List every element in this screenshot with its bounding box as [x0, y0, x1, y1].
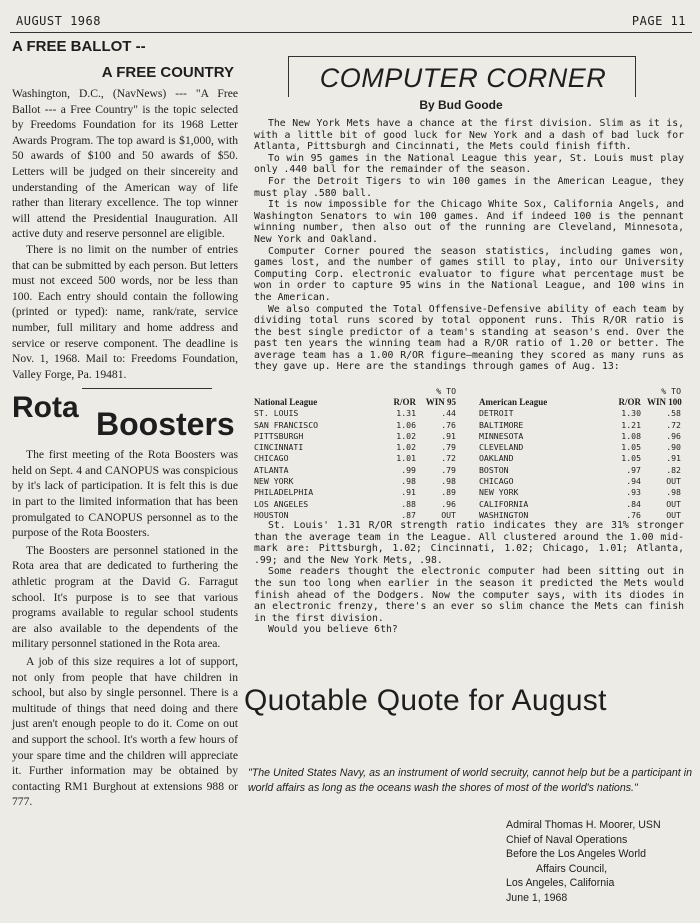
cc-paragraph: Some readers thought the electronic computer had been sitting out in the sun too long when earlier in the season it predicted the Mets would finish ahead of the Dodgers. Now the computer says, with its diodes in an electronic frenzy, there's an ever so slim chance the Mets can finish in the first division. — [254, 566, 684, 624]
ror-value: 1.21 — [621, 419, 641, 430]
national-league-standings — [254, 386, 464, 521]
pct-to-win-value: .98 — [666, 487, 681, 498]
ror-value: 1.06 — [396, 419, 416, 430]
pct-to-win-value: .91 — [441, 430, 456, 441]
quotable-quote-title: Quotable Quote for August — [244, 684, 607, 717]
team-name: NEW YORK — [479, 487, 519, 498]
team-name: HOUSTON — [254, 509, 289, 520]
cc-paragraph: Computer Corner poured the season statistics, including games won, games lost, and the number of games still to play, into our University Computing Corp. electronic evaluator to figure what percentage must be won in order to capture 95 wins in the National League, and 100 wins in the American. — [254, 245, 684, 303]
cc-paragraph: For the Detroit Tigers to win 100 games in the American League, they must play .580 ball. — [254, 175, 684, 199]
pct-to-label: % TO — [436, 386, 456, 396]
table-row — [254, 442, 464, 453]
attribution-line: Affairs Council, — [536, 862, 608, 875]
column-header: R/OR — [393, 397, 416, 407]
team-name: ATLANTA — [254, 464, 289, 475]
table-row — [254, 499, 464, 510]
ror-value: 1.05 — [621, 442, 641, 453]
cc-paragraph: We also computed the Total Offensive-Defensive ability of each team by dividing total runs scored by total opponent runs. This R/OR ratio is the best single predictor of a team's standing at season's end. Over the past ten years the winning team had a R/OR ratio of 1.20 or better. The average team has a 1.00 R/OR figure—meaning they scored as many runs as they gave up. Here are the standings through games of Aug. 13: — [254, 303, 684, 373]
pct-to-win-value: .96 — [666, 430, 681, 441]
pct-to-win-value: .98 — [441, 476, 456, 487]
page-number: PAGE 11 — [631, 14, 686, 28]
team-name: CALIFORNIA — [479, 498, 529, 509]
rota-paragraph: The Boosters are personnel stationed in the Rota area that are dedicated to furthering the athletic program at the David G. Farragut school. It's purpose is to see that various programs available to regular school students are also available to the dependents of the military personnel stationed in the Rota area. — [12, 543, 238, 651]
column-header: American League — [479, 397, 548, 407]
team-name: SAN FRANCISCO — [254, 419, 319, 430]
pct-to-win-value: OUT — [441, 509, 456, 520]
ror-value: 1.02 — [396, 442, 416, 453]
team-name: OAKLAND — [479, 453, 514, 464]
issue-date: AUGUST 1968 — [16, 14, 101, 28]
pct-to-win-value: OUT — [666, 509, 681, 520]
team-name: DETROIT — [479, 408, 514, 419]
computer-corner-body — [254, 118, 684, 373]
pct-to-win-value: .96 — [441, 498, 456, 509]
ror-value: .97 — [626, 464, 641, 475]
free-ballot-article — [12, 34, 238, 389]
table-row — [254, 465, 464, 476]
attribution-line: Chief of Naval Operations — [506, 833, 628, 846]
rota-boosters-article — [12, 391, 238, 810]
team-name: MINNESOTA — [479, 430, 524, 441]
ror-value: .76 — [626, 509, 641, 520]
ror-value: .93 — [626, 487, 641, 498]
ror-value: .91 — [401, 487, 416, 498]
team-name: BALTIMORE — [479, 419, 524, 430]
team-name: CINCINNATI — [254, 442, 304, 453]
ror-value: .84 — [626, 498, 641, 509]
table-row — [254, 420, 464, 431]
team-name: BOSTON — [479, 464, 509, 475]
team-name: PHILADELPHIA — [254, 487, 314, 498]
ror-value: .94 — [626, 476, 641, 487]
cc-paragraph: St. Louis' 1.31 R/OR strength ratio indicates they are 31% stronger than the average team in the League. All clustered around the 1.00 mid-mark are: Pittsburgh, 1.02; Cincinnati, 1.02; Chicago, 1.01; Atlanta, .99; and the New York Mets, .98. — [254, 520, 684, 566]
cc-paragraph: Would you believe 6th? — [268, 624, 398, 636]
team-name: ST. LOUIS — [254, 408, 299, 419]
team-name: CLEVELAND — [479, 442, 524, 453]
pct-to-win-value: .91 — [666, 453, 681, 464]
quote-text: "The United States Navy, as an instrument of world secruity, cannot help but be a participant in world affairs as long as the oceans wash the shores of most of the world's nations." — [248, 767, 692, 794]
attribution-line: June 1, 1968 — [506, 891, 568, 904]
pct-to-win-value: .79 — [441, 464, 456, 475]
free-ballot-title-line-2: A FREE COUNTRY — [101, 64, 234, 81]
ror-value: 1.01 — [396, 453, 416, 464]
table-row — [479, 431, 689, 442]
cc-paragraph: The New York Mets have a chance at the first division. Slim as it is, with a little bit of good luck for New York and a dash of bad luck for Atlanta, Pittsburgh and Cincinnati, the Mets could finish fifth. — [254, 118, 684, 153]
quote-attribution — [506, 818, 696, 906]
pct-to-win-value: OUT — [666, 498, 681, 509]
table-row — [479, 408, 689, 419]
attribution-line: Los Angeles, California — [506, 877, 615, 890]
left-column — [12, 34, 238, 810]
ror-value: .87 — [401, 509, 416, 520]
ror-value: 1.30 — [621, 408, 641, 419]
pct-to-win-value: .72 — [666, 419, 681, 430]
table-header-row — [479, 397, 689, 408]
team-name: WASHINGTON — [479, 509, 529, 520]
column-header: WIN 100 — [647, 397, 682, 407]
pct-to-win-value: OUT — [666, 476, 681, 487]
pct-to-win-value: .76 — [441, 419, 456, 430]
ror-value: 1.31 — [396, 408, 416, 419]
national-league-rows — [254, 408, 464, 521]
table-row — [479, 487, 689, 498]
table-row — [479, 499, 689, 510]
pct-to-win-value: .89 — [441, 487, 456, 498]
cc-paragraph: To win 95 games in the National League this year, St. Louis must play only .440 ball for the remainder of the season. — [254, 152, 684, 176]
table-row — [254, 408, 464, 419]
rota-title-word-1: Rota — [12, 391, 79, 425]
ror-value: 1.02 — [396, 430, 416, 441]
team-name: CHICAGO — [254, 453, 289, 464]
rota-paragraph: A job of this size requires a lot of support, not only from people that have children in school, but also by single personnel. There is a multitude of things that need doing and there just aren't enough people to do it. Come on out and support the school. It's worth a few hours of your spare time and the children will appreciate it. Further information may be obtained by contacting RM1 Burghout at extensions 988 or 777. — [12, 655, 238, 809]
cc-paragraph: It is now impossible for the Chicago White Sox, California Angels, and Washington Senators to win 100 games. And if indeed 100 is the pennant winning number, then also out of the running are Cleveland, Minnesota, New York and Oakland. — [254, 199, 684, 245]
table-row — [254, 431, 464, 442]
article-divider — [82, 388, 212, 389]
free-ballot-paragraph: Washington, D.C., (NavNews) --- "A Free Ballot --- a Free Country" is the topic selected by Freedoms Foundation for its 1968 Letter Awards Program. The top award is $1,000, with 50 awards of $100 and 50 awards of $50. Letters will be judged on their sincereity and understanding of the American way of life rather than literary excellence. The top winner will attend the Presidential Inauguration. All active duty and reserve personnel are eligible. — [12, 87, 238, 241]
column-header: National League — [254, 397, 318, 407]
page-header — [10, 10, 692, 33]
pct-to-win-value: .90 — [666, 442, 681, 453]
table-header-row — [254, 397, 464, 408]
pct-to-label: % TO — [661, 386, 681, 396]
pct-to-win-value: .44 — [441, 408, 456, 419]
team-name: NEW YORK — [254, 476, 294, 487]
ror-value: .88 — [401, 498, 416, 509]
pct-to-win-value: .58 — [666, 408, 681, 419]
ror-value: .99 — [401, 464, 416, 475]
free-ballot-title-line-1: A FREE BALLOT -- — [12, 38, 146, 55]
column-header: WIN 95 — [425, 397, 456, 407]
attribution-line: Before the Los Angeles World — [506, 848, 646, 861]
computer-corner-conclusion — [254, 520, 684, 636]
table-row — [254, 476, 464, 487]
pct-to-win-value: .82 — [666, 464, 681, 475]
table-row — [254, 487, 464, 498]
table-row — [479, 465, 689, 476]
rota-boosters-heading — [12, 391, 238, 447]
ror-value: 1.08 — [621, 430, 641, 441]
table-row — [479, 476, 689, 487]
american-league-rows — [479, 408, 689, 521]
pct-to-win-value: .72 — [441, 453, 456, 464]
team-name: PITTSBURGH — [254, 430, 304, 441]
rota-title-word-2: Boosters — [96, 406, 235, 443]
table-row — [254, 453, 464, 464]
computer-corner-title: COMPUTER CORNER — [319, 63, 607, 93]
ror-value: 1.05 — [621, 453, 641, 464]
table-row — [479, 442, 689, 453]
rota-paragraph: The first meeting of the Rota Boosters was held on Sept. 4 and CANOPUS was conspicious by it's lack of participation. It is felt this is due in part to the limited information that has been promulgated to CANOPUS personnel as to the purpose of the Rota Boosters. — [12, 448, 238, 540]
pct-to-win-value: .79 — [441, 442, 456, 453]
table-row — [479, 420, 689, 431]
attribution-line: Admiral Thomas H. Moorer, USN — [506, 819, 661, 831]
computer-corner-byline: By Bud Goode — [419, 98, 503, 112]
ror-value: .98 — [401, 476, 416, 487]
free-ballot-paragraph: There is no limit on the number of entries that can be submitted by each person. But letters must not exceed 500 words, nor be less than 100. Each entry should contain the following (printed or typed): name, rank/rate, service number, full military and home address and service or reserve component. The deadline is Nov. 1, 1968. Mail to: Freedoms Foundation, Valley Forge, Pa. 19481. — [12, 242, 238, 381]
column-header: R/OR — [618, 397, 641, 407]
american-league-standings — [479, 386, 689, 521]
team-name: LOS ANGELES — [254, 498, 309, 509]
table-row — [479, 453, 689, 464]
team-name: CHICAGO — [479, 476, 514, 487]
